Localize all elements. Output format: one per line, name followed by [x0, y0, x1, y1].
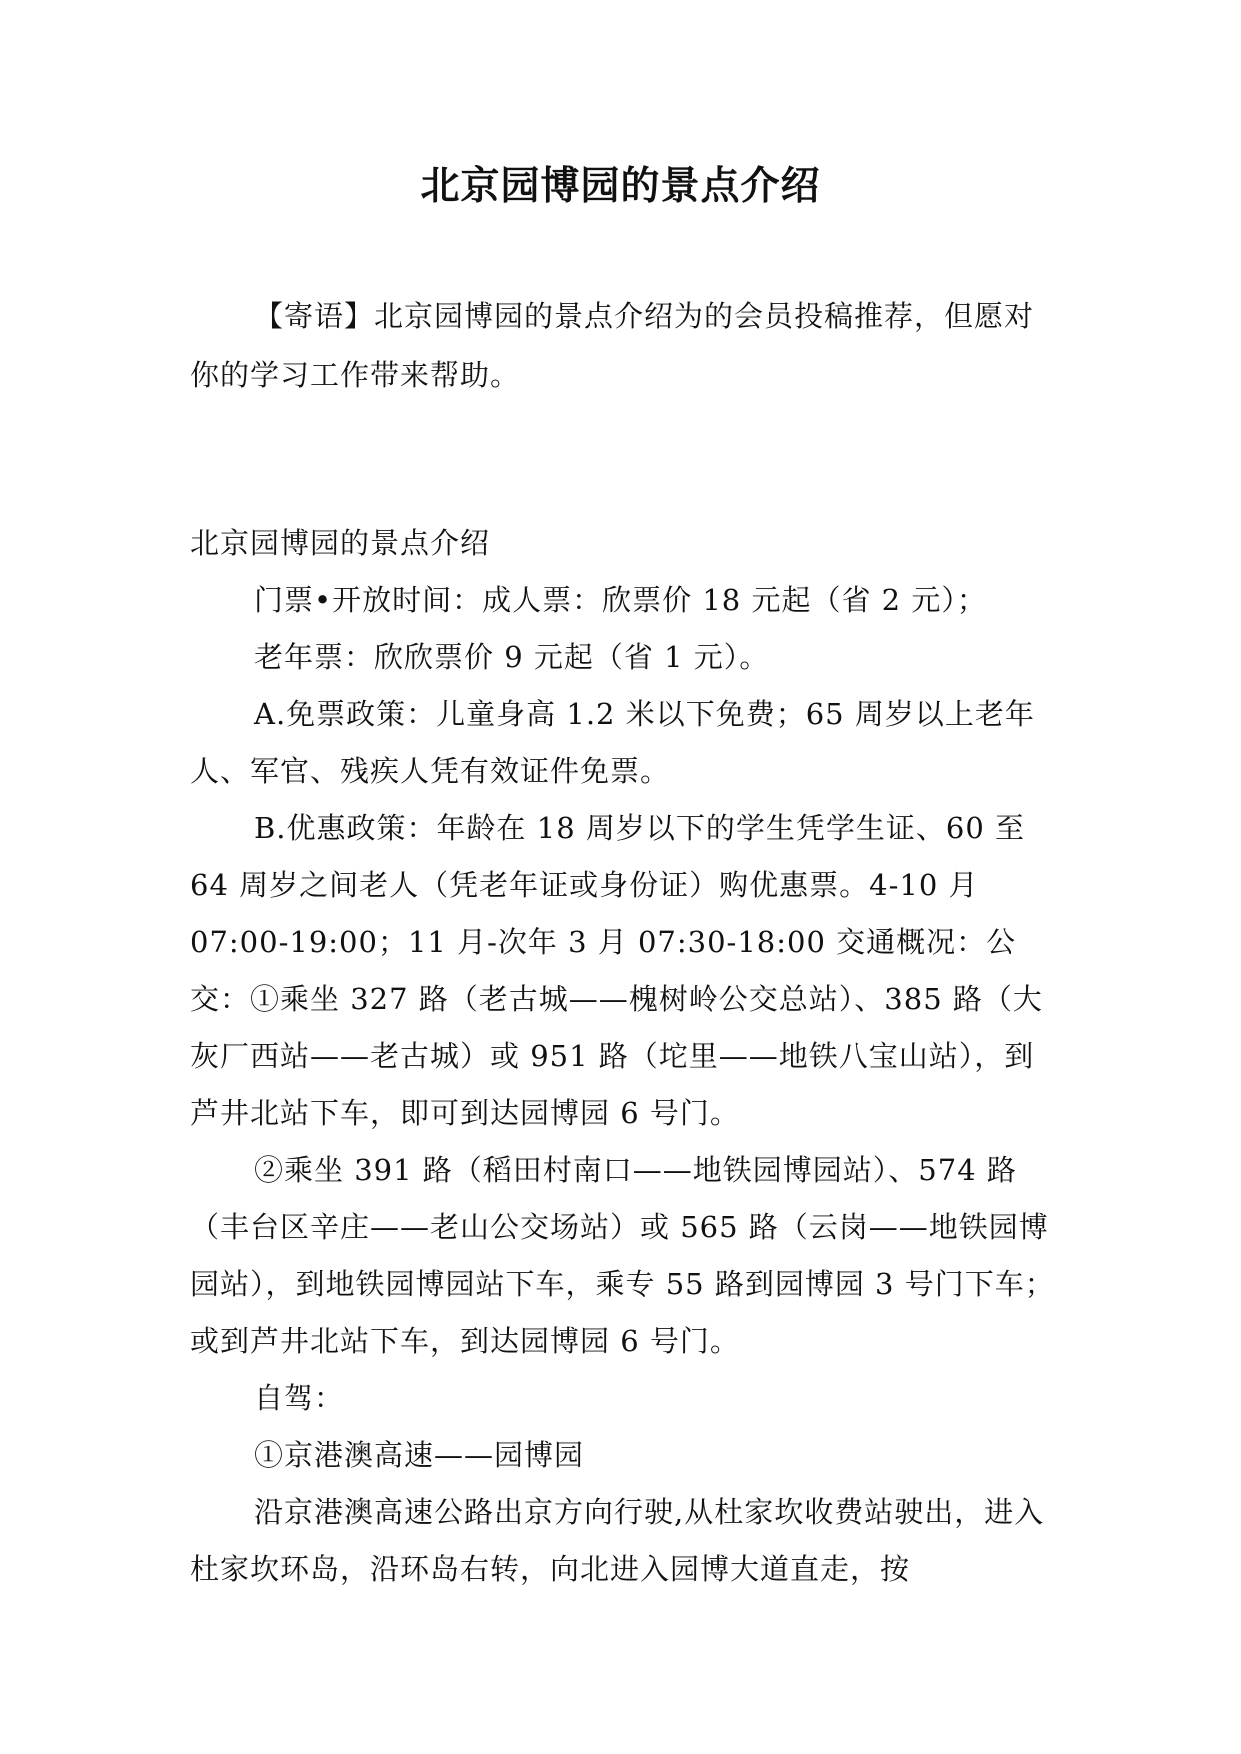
intro-paragraph: 【寄语】北京园博园的景点介绍为的会员投稿推荐，但愿对你的学习工作带来帮助。 — [190, 299, 1035, 392]
paragraph-ticket-senior: 老年票：欣欣票价 9 元起（省 1 元）。 — [254, 640, 770, 674]
paragraph-drive-directions: 沿京港澳高速公路出京方向行驶,从杜家坎收费站驶出，进入杜家坎环岛，沿环岛右转，向北进入园博大道直走，按 — [190, 1495, 1045, 1586]
paragraph-ticket-adult: 门票•开放时间：成人票：欣票价 18 元起（省 2 元）； — [254, 583, 987, 617]
section-heading: 北京园博园的景点介绍 — [190, 526, 491, 560]
paragraph-self-drive: 自驾： — [254, 1381, 345, 1415]
paragraph-discount-policy: B.优惠政策：年龄在 18 周岁以下的学生凭学生证、60 至 64 周岁之间老人（凭老年证或身份证）购优惠票。4-10 月 07:00-19:00；11 月-次年 3 月 07:30-18:00 交通概况：公交：①乘坐 327 路（老古城——槐树岭公交总站）、385 路（大灰厂西站——老古城）或 951 路（坨里——地铁八宝山站），到芦井北站下车，即可到达园博园 6 号门。 — [190, 811, 1043, 1130]
document-title: 北京园博园的景点介绍 — [420, 163, 821, 209]
section-spacer — [190, 405, 1060, 515]
document-body — [190, 287, 1060, 1598]
paragraph-drive-route-1: ①京港澳高速——园博园 — [254, 1438, 585, 1472]
paragraph-bus-route-2: ②乘坐 391 路（稻田村南口——地铁园博园站）、574 路（丰台区辛庄——老山公交场站）或 565 路（云岗——地铁园博园站），到地铁园博园站下车，乘专 55 路到园博园 3 号门下车；或到芦井北站下车，到达园博园 6 号门。 — [190, 1153, 1055, 1358]
paragraph-free-policy: A.免票政策：儿童身高 1.2 米以下免费；65 周岁以上老年人、军官、残疾人凭有效证件免票。 — [190, 697, 1035, 788]
